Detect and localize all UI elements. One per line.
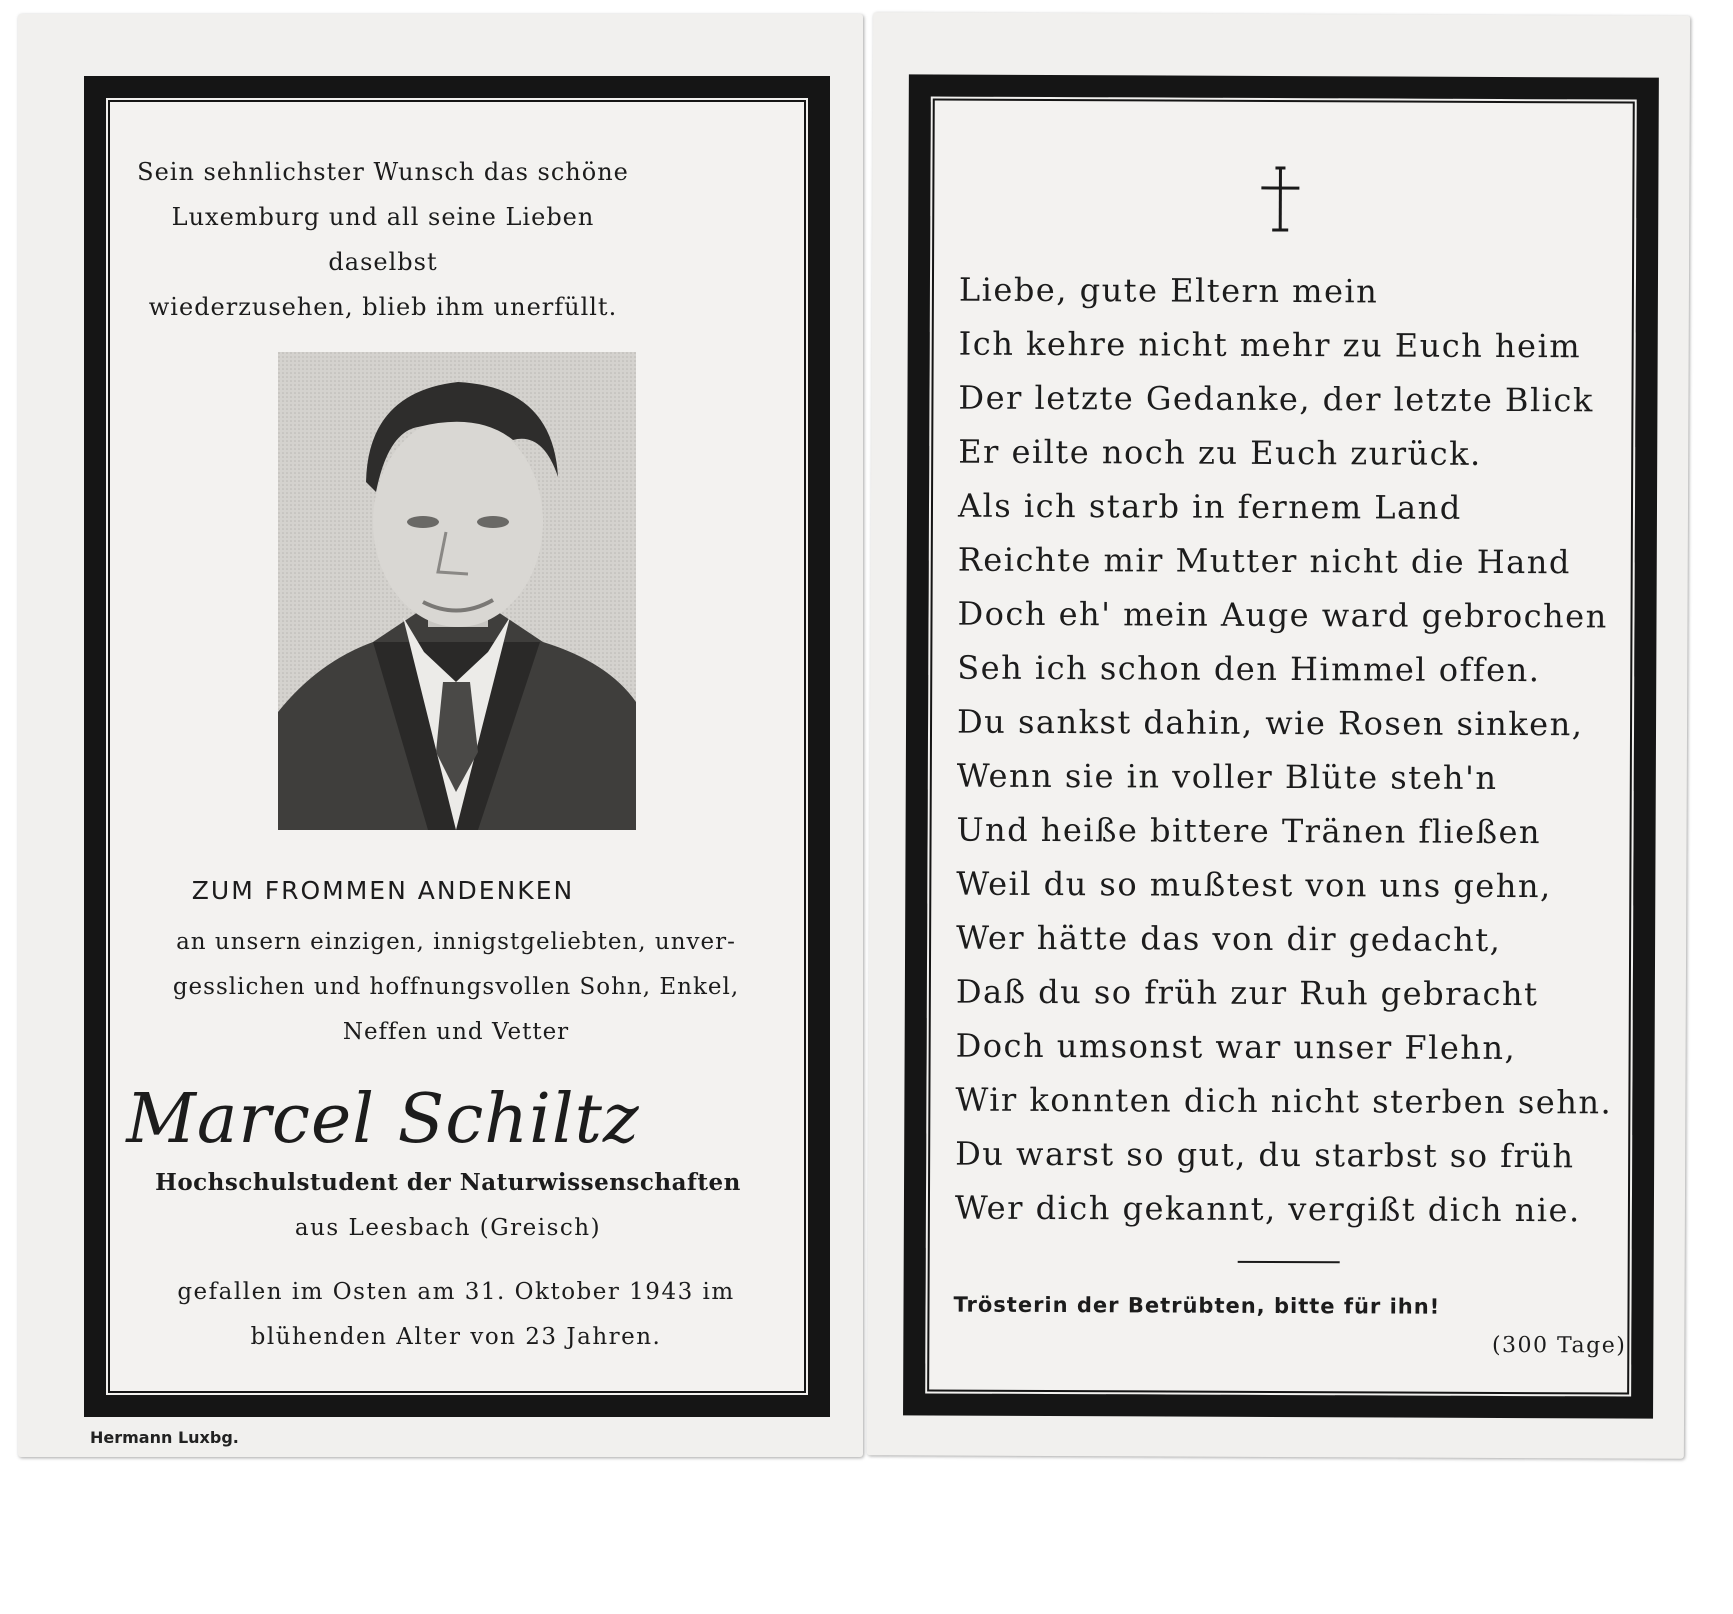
memorial-line: gesslichen und hoffnungsvollen Sohn, Enkel,: [172, 974, 740, 1000]
origin: aus Leesbach (Greisch): [294, 1215, 602, 1241]
death-details: [156, 1270, 756, 1360]
occupation: Hochschulstudent der Naturwissenschaften: [155, 1169, 741, 1196]
poem-line: Doch eh' mein Auge ward gebrochen: [957, 594, 1608, 636]
wish-line: Sein sehnlichster Wunsch das schöne: [137, 158, 629, 186]
wish-text: [118, 150, 648, 330]
memorial-title: ZUM FROMMEN ANDENKEN: [191, 876, 575, 905]
poem-line: Wenn sie in voller Blüte steh'n: [956, 756, 1498, 797]
death-line: blühenden Alter von 23 Jahren.: [250, 1324, 662, 1350]
poem-line: Ich kehre nicht mehr zu Euch heim: [958, 324, 1582, 366]
poem-line: Und heiße bittere Tränen fließen: [956, 810, 1542, 852]
deceased-name: Marcel Schiltz: [126, 1080, 640, 1159]
poem-line: Wer hätte das von dir gedacht,: [956, 918, 1502, 959]
poem-line: Seh ich schon den Himmel offen.: [957, 648, 1541, 690]
death-line: gefallen im Osten am 31. Oktober 1943 im: [177, 1279, 735, 1305]
poem-line: Daß du so früh zur Ruh gebracht: [955, 972, 1539, 1014]
poem-line: Du warst so gut, du starbst so früh: [955, 1134, 1575, 1176]
poem-line: Er eilte noch zu Euch zurück.: [958, 432, 1482, 473]
poem-line: Wer dich gekannt, vergißt dich nie.: [954, 1188, 1581, 1230]
poem-line: Du sankst dahin, wie Rosen sinken,: [956, 702, 1584, 744]
wish-line: wiederzusehen, blieb ihm unerfüllt.: [148, 293, 618, 321]
printer-imprint: Hermann Luxbg.: [90, 1428, 239, 1447]
poem-line: Als ich starb in fernem Land: [957, 486, 1462, 527]
poem-line: Doch umsonst war unser Flehn,: [955, 1026, 1517, 1068]
poem: [954, 263, 1613, 1238]
portrait-photo: [278, 352, 636, 830]
right-card-page: [867, 12, 1690, 1459]
memorial-text: [156, 920, 756, 1055]
wish-line: Luxemburg und all seine Lieben daselbst: [171, 203, 595, 276]
poem-line: Der letzte Gedanke, der letzte Blick: [958, 378, 1594, 420]
memorial-line: an unsern einzigen, innigstgeliebten, unver-: [176, 929, 736, 955]
closing-prayer: Trösterin der Betrübten, bitte für ihn!: [953, 1292, 1441, 1319]
divider-rule: [1238, 1261, 1340, 1263]
poem-line: Weil du so mußtest von uns gehn,: [956, 864, 1552, 906]
cross-icon: [1257, 164, 1303, 234]
poem-line: Wir konnten dich nicht sterben sehn.: [955, 1080, 1613, 1122]
poem-line: Liebe, gute Eltern mein: [958, 270, 1379, 311]
indulgence-note: (300 Tage): [1491, 1332, 1627, 1359]
memorial-line: Neffen und Vetter: [342, 1019, 570, 1045]
poem-line: Reichte mir Mutter nicht die Hand: [957, 540, 1571, 582]
left-card-page: [18, 14, 863, 1457]
